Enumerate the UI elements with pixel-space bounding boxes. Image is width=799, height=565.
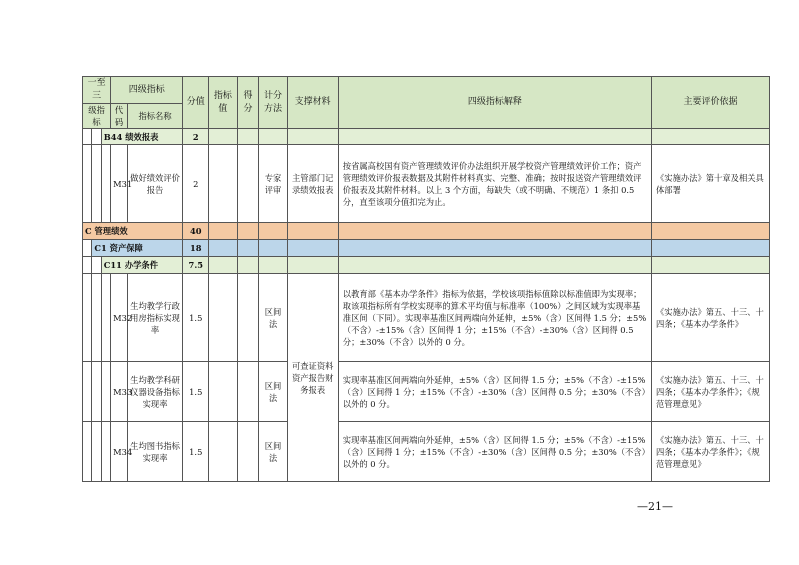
c1-score: 18 bbox=[183, 240, 209, 257]
m32-explain: 以教育部《基本办学条件》指标为依据，学校该项指标值除以标准值即为实现率；取该项指标所有学校实现率的算术平均值与标准率（100%）之间区域为实现率基准区间（下同）。实现率基准区间两端向外延伸，±5%（含）区间得 1.5 分；±5%（不含）-±15%（含）区间得 1 分；±15%（不含）-±30%（含）区间得 0.5 分；±30%（不含）以外的 0 分。 bbox=[338, 274, 651, 362]
m31-name: 做好绩效评价报告 bbox=[127, 145, 182, 223]
header-score: 分值 bbox=[183, 77, 209, 129]
shared-material: 可查证资料资产报告财务报表 bbox=[287, 274, 338, 482]
row-c11 bbox=[83, 257, 770, 274]
m31-method: 专家评审 bbox=[259, 145, 287, 223]
m34-name: 生均图书指标实现率 bbox=[127, 422, 182, 482]
m33-code: M33 bbox=[111, 362, 128, 422]
m34-method: 区间法 bbox=[259, 422, 287, 482]
header-code: 代码 bbox=[111, 104, 128, 129]
m32-basis: 《实施办法》第五、十三、十四条；《基本办学条件》 bbox=[651, 274, 769, 362]
header-got-score: 得分 bbox=[237, 77, 259, 129]
header-material: 支撑材料 bbox=[287, 77, 338, 129]
header-level13-top: 一至三 bbox=[83, 77, 111, 104]
row-m33 bbox=[83, 362, 770, 422]
m33-explain: 实现率基准区间两端向外延伸，±5%（含）区间得 1.5 分；±5%（不含）-±15%（含）区间得 1 分；±15%（不含）-±30%（含）区间得 0.5 分；±30%（不含）以外的 0 分。 bbox=[338, 362, 651, 422]
m32-method: 区间法 bbox=[259, 274, 287, 362]
m33-method: 区间法 bbox=[259, 362, 287, 422]
header-row-1 bbox=[83, 77, 770, 104]
header-level4: 四级指标 bbox=[111, 77, 183, 104]
header-level13-bottom: 级指标 bbox=[83, 104, 111, 129]
m34-basis: 《实施办法》第五、十三、十四条；《基本办学条件》；《规范管理意见》 bbox=[651, 422, 769, 482]
indicator-table bbox=[82, 76, 770, 482]
row-m31 bbox=[83, 145, 770, 223]
c1-label: C1 资产保障 bbox=[92, 240, 183, 257]
m34-explain: 实现率基准区间两端向外延伸，±5%（含）区间得 1.5 分；±5%（不含）-±15%（含）区间得 1 分；±15%（不含）-±30%（含）区间得 0.5 分；±30%（不含）以外的 0 分。 bbox=[338, 422, 651, 482]
m32-name: 生均教学行政用房指标实现率 bbox=[127, 274, 182, 362]
c11-label: C11 办学条件 bbox=[101, 257, 182, 274]
header-explain: 四级指标解释 bbox=[338, 77, 651, 129]
row-m32 bbox=[83, 274, 770, 362]
c-label: C 管理绩效 bbox=[83, 223, 183, 240]
m33-name: 生均教学科研仪器设备指标实现率 bbox=[127, 362, 182, 422]
m34-score: 1.5 bbox=[183, 422, 209, 482]
m33-basis: 《实施办法》第五、十三、十四条；《基本办学条件》；《规范管理意见》 bbox=[651, 362, 769, 422]
m34-code: M34 bbox=[111, 422, 128, 482]
header-basis: 主要评价依据 bbox=[651, 77, 769, 129]
b44-label: B44 绩效报表 bbox=[101, 129, 182, 145]
m33-score: 1.5 bbox=[183, 362, 209, 422]
m32-score: 1.5 bbox=[183, 274, 209, 362]
b44-score: 2 bbox=[183, 129, 209, 145]
m31-basis: 《实施办法》第十章及相关具体部署 bbox=[651, 145, 769, 223]
header-method: 计分方法 bbox=[259, 77, 287, 129]
row-b44 bbox=[83, 129, 770, 145]
page-number: —21— bbox=[637, 500, 673, 513]
m31-code: M31 bbox=[111, 145, 128, 223]
m31-explain: 按省属高校国有资产管理绩效评价办法组织开展学校资产管理绩效评价工作；资产管理绩效评价报表数据及其附件材料真实、完整、准确；按时报送资产管理绩效评价报表及其附件材料。以上 3 个方面，每缺失（或不明确、不规范）1 条扣 0.5 分，直至该项分值扣完为止。 bbox=[338, 145, 651, 223]
header-name: 指标名称 bbox=[127, 104, 182, 129]
header-index-value: 指标值 bbox=[209, 77, 237, 129]
row-c1 bbox=[83, 240, 770, 257]
m31-score: 2 bbox=[183, 145, 209, 223]
m32-code: M32 bbox=[111, 274, 128, 362]
c11-score: 7.5 bbox=[183, 257, 209, 274]
c-score: 40 bbox=[183, 223, 209, 240]
row-c bbox=[83, 223, 770, 240]
row-m34 bbox=[83, 422, 770, 482]
m31-material: 主管部门记录绩效报表 bbox=[287, 145, 338, 223]
